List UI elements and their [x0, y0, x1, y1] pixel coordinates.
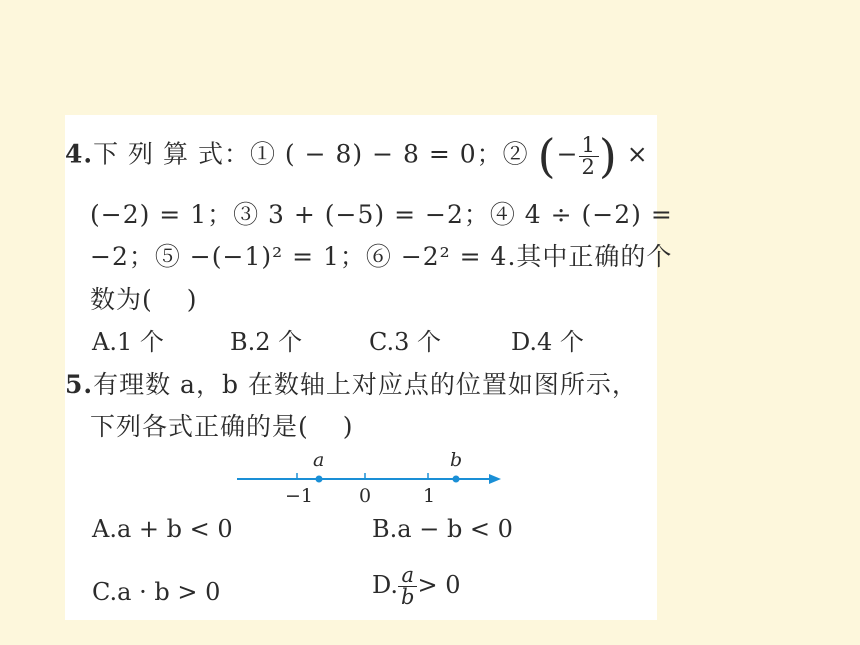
number-line-arrowhead — [489, 474, 501, 484]
tick-label-minus-1: −1 — [285, 485, 314, 507]
q4-line-3: −2；⑤ −(−1)² = 1；⑥ −2² = 4.其中正确的个 — [90, 242, 673, 271]
q4-times-sign: × — [626, 139, 649, 169]
q4-open-paren: ( — [537, 129, 557, 183]
q5-option-d-fraction — [398, 565, 417, 608]
q4-close-paren: ) — [598, 129, 618, 183]
q5-option-d-suffix: > 0 — [417, 571, 461, 599]
q4-frac-numerator: 1 — [579, 135, 599, 157]
point-a — [316, 476, 323, 483]
point-b — [453, 476, 460, 483]
q5-line2-close: ) — [342, 412, 354, 441]
q4-fraction — [579, 132, 599, 179]
q5-number: 5. — [65, 370, 94, 399]
q4-line1-text: 下 列 算 式：① ( − 8) − 8 = 0；② — [93, 139, 529, 169]
q5-option-d-numerator: a — [398, 565, 417, 587]
point-b-label: b — [450, 450, 463, 471]
q5-line-1 — [65, 365, 638, 401]
tick-label-0: 0 — [359, 485, 372, 507]
q5-option-b: B.a − b < 0 — [372, 515, 513, 543]
q5-option-d — [372, 565, 460, 608]
q4-line-4 — [90, 280, 198, 316]
q4-option-b: B.2 个 — [230, 328, 303, 356]
q5-option-a: A.a + b < 0 — [92, 515, 233, 543]
q5-option-d-prefix: D. — [372, 571, 399, 599]
number-line-figure — [235, 450, 505, 510]
q5-option-c: C.a · b > 0 — [92, 578, 221, 606]
q4-line-2: (−2) = 1；③ 3 + (−5) = −2；④ 4 ÷ (−2) = — [90, 200, 673, 229]
q5-line-2 — [90, 407, 354, 443]
q4-number: 4. — [65, 139, 94, 169]
q4-option-a: A.1 个 — [92, 328, 164, 356]
q5-option-d-denominator: b — [401, 585, 415, 609]
q5-line1-text: 有理数 a，b 在数轴上对应点的位置如图所示， — [93, 370, 638, 399]
point-a-label: a — [313, 450, 325, 471]
q4-line4-text: 数为( — [90, 285, 153, 314]
q5-line2-text: 下列各式正确的是( — [90, 412, 309, 441]
question-sheet — [65, 115, 673, 620]
q4-frac-denominator: 2 — [581, 154, 596, 179]
tick-label-1: 1 — [423, 485, 436, 507]
q4-option-d: D.4 个 — [511, 328, 584, 356]
q4-line-1 — [65, 129, 649, 183]
q4-line4-close: ) — [186, 285, 198, 314]
q4-option-c: C.3 个 — [369, 328, 442, 356]
q4-frac-minus: − — [556, 139, 579, 169]
